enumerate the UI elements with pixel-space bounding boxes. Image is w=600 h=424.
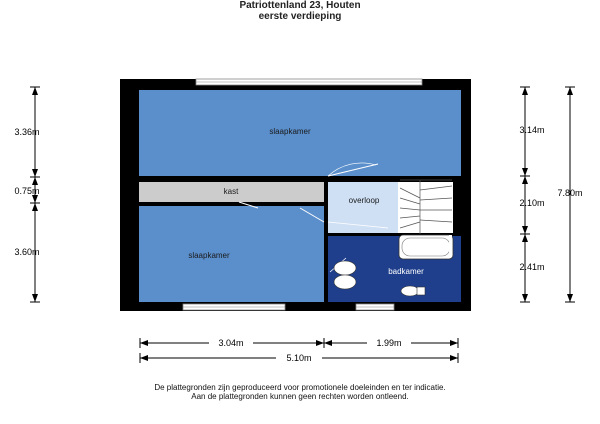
- dim-right-2: 2.10m: [519, 198, 545, 208]
- dim-bottom-2: 1.99m: [376, 338, 402, 348]
- label-slaapkamer-top: slaapkamer: [269, 127, 311, 136]
- floor-title: eerste verdieping: [258, 11, 342, 22]
- label-slaapkamer-bottom: slaapkamer: [188, 251, 230, 260]
- disclaimer-line-2: Aan de plattegronden kunnen geen rechten worden ontleend.: [191, 392, 409, 401]
- label-badkamer: badkamer: [388, 267, 424, 276]
- dim-bottom-1: 3.04m: [218, 338, 244, 348]
- wall-horizontal: [139, 176, 461, 182]
- wall-vertical: [324, 176, 328, 302]
- label-kast: kast: [223, 187, 239, 196]
- toilet-icon: [401, 286, 419, 296]
- room-slaapkamer-bottom[interactable]: [139, 206, 324, 302]
- floorplan-drawing: [0, 24, 600, 424]
- dim-right-total: 7.80m: [557, 188, 583, 198]
- dim-left-1: 3.36m: [14, 127, 40, 137]
- sink-icon: [334, 261, 356, 275]
- sink-icon: [334, 275, 356, 289]
- dim-right-1: 3.14m: [519, 125, 545, 135]
- dim-left-2: 0.75m: [14, 186, 40, 196]
- stairs: [398, 176, 453, 234]
- address-title: Patriottenland 23, Houten: [239, 0, 361, 11]
- label-overloop: overloop: [348, 196, 380, 205]
- dim-bottom-total: 5.10m: [286, 353, 312, 363]
- wall-kast: [139, 202, 324, 206]
- dim-left-3: 3.60m: [14, 247, 40, 257]
- disclaimer-line-1: De plattegronden zijn geproduceerd voor promotionele doeleinden en ter indicatie.: [154, 383, 446, 392]
- dim-right-3: 2.41m: [519, 262, 545, 272]
- stair-wall: [453, 176, 461, 234]
